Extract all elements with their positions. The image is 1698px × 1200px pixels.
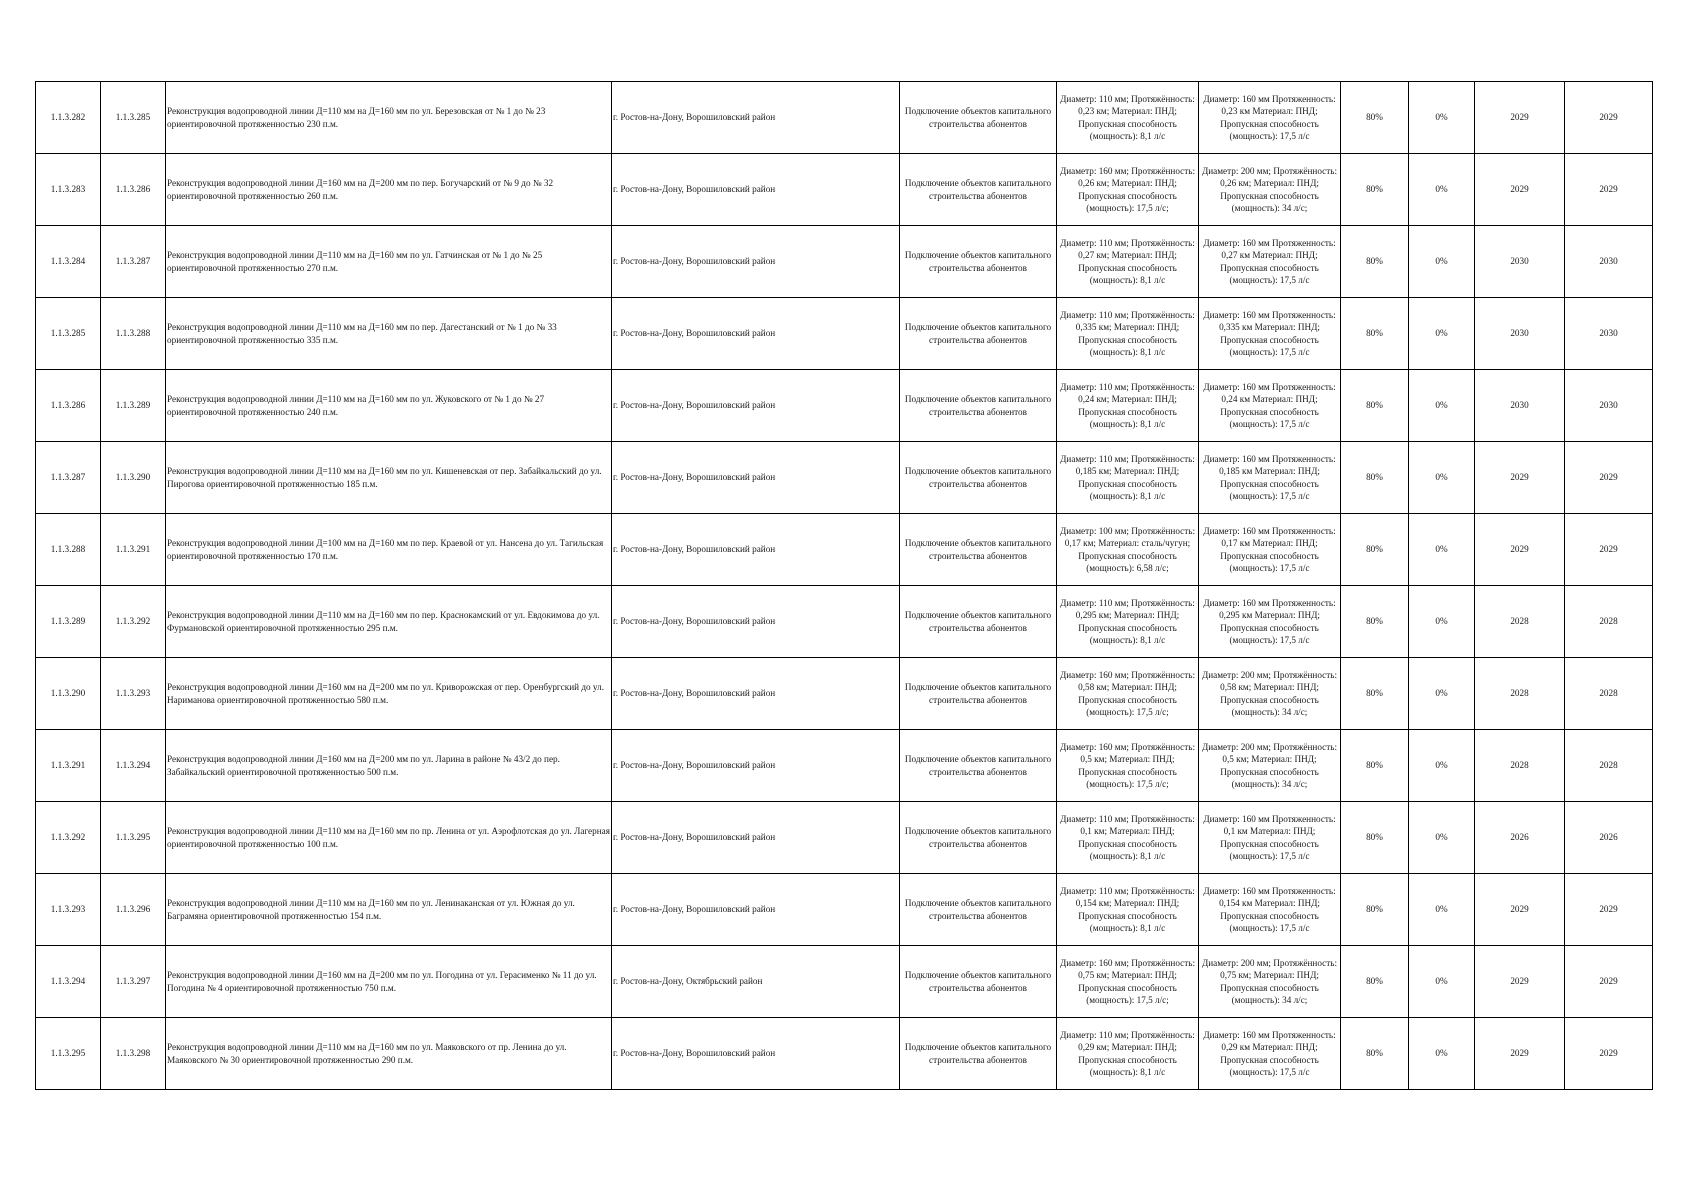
start-year-cell: 2029 (1475, 442, 1565, 514)
percent-cell: 80% (1341, 802, 1409, 874)
table-row (36, 154, 1653, 226)
location-cell: г. Ростов-на-Дону, Ворошиловский район (612, 82, 900, 154)
parameters-after-cell: Диаметр: 200 мм; Протяжённость: 0,26 км; Материал: ПНД; Пропускная способность (мощность): 34 л/с; (1199, 154, 1341, 226)
end-year-cell: 2029 (1565, 154, 1653, 226)
table-row (36, 298, 1653, 370)
project-description-cell: Реконструкция водопроводной линии Д=110 мм на Д=160 мм по пр. Ленина от ул. Аэрофлотская до ул. Лагерная ориентировочной протяженностью 100 п.м. (166, 802, 612, 874)
table-row (36, 1018, 1653, 1090)
location-cell: г. Ростов-на-Дону, Ворошиловский район (612, 442, 900, 514)
row-number-cell: 1.1.3.293 (36, 874, 101, 946)
end-year-cell: 2030 (1565, 370, 1653, 442)
percent-cell: 0% (1409, 586, 1475, 658)
start-year-cell: 2028 (1475, 658, 1565, 730)
end-year-cell: 2029 (1565, 82, 1653, 154)
parameters-before-cell: Диаметр: 110 мм; Протяжённость: 0,23 км; Материал: ПНД; Пропускная способность (мощность): 8,1 л/с (1057, 82, 1199, 154)
table-row (36, 874, 1653, 946)
parameters-before-cell: Диаметр: 110 мм; Протяжённость: 0,27 км; Материал: ПНД; Пропускная способность (мощность): 8,1 л/с (1057, 226, 1199, 298)
project-description-cell: Реконструкция водопроводной линии Д=110 мм на Д=160 мм по пер. Краснокамский от ул. Евдокимова до ул. Фурмановской ориентировочной протяженностью 295 п.м. (166, 586, 612, 658)
purpose-cell: Подключение объектов капитального строительства абонентов (900, 154, 1057, 226)
location-cell: г. Ростов-на-Дону, Ворошиловский район (612, 1018, 900, 1090)
parameters-after-cell: Диаметр: 160 мм Протяженность: 0,24 км Материал: ПНД; Пропускная способность (мощность): 17,5 л/с (1199, 370, 1341, 442)
project-description-cell: Реконструкция водопроводной линии Д=160 мм на Д=200 мм по пер. Богучарский от № 9 до № 32 ориентировочной протяженностью 260 п.м. (166, 154, 612, 226)
project-description-cell: Реконструкция водопроводной линии Д=110 мм на Д=160 мм по ул. Маяковского от пр. Ленина до ул. Маяковского № 30 ориентировочной протяженностью 290 п.м. (166, 1018, 612, 1090)
row-number-cell: 1.1.3.290 (36, 658, 101, 730)
project-code-cell: 1.1.3.292 (101, 586, 166, 658)
percent-cell: 80% (1341, 370, 1409, 442)
location-cell: г. Ростов-на-Дону, Ворошиловский район (612, 802, 900, 874)
location-cell: г. Ростов-на-Дону, Ворошиловский район (612, 514, 900, 586)
parameters-before-cell: Диаметр: 110 мм; Протяжённость: 0,295 км; Материал: ПНД; Пропускная способность (мощность): 8,1 л/с (1057, 586, 1199, 658)
end-year-cell: 2029 (1565, 1018, 1653, 1090)
end-year-cell: 2028 (1565, 730, 1653, 802)
purpose-cell: Подключение объектов капитального строительства абонентов (900, 298, 1057, 370)
parameters-before-cell: Диаметр: 110 мм; Протяжённость: 0,29 км; Материал: ПНД; Пропускная способность (мощность): 8,1 л/с (1057, 1018, 1199, 1090)
parameters-before-cell: Диаметр: 110 мм; Протяжённость: 0,24 км; Материал: ПНД; Пропускная способность (мощность): 8,1 л/с (1057, 370, 1199, 442)
percent-cell: 80% (1341, 154, 1409, 226)
table-row (36, 658, 1653, 730)
project-description-cell: Реконструкция водопроводной линии Д=110 мм на Д=160 мм по ул. Кишеневская от пер. Забайкальский до ул. Пирогова ориентировочной протяженностью 185 п.м. (166, 442, 612, 514)
location-cell: г. Ростов-на-Дону, Октябрьский район (612, 946, 900, 1018)
parameters-after-cell: Диаметр: 160 мм Протяженность: 0,295 км Материал: ПНД; Пропускная способность (мощность): 17,5 л/с (1199, 586, 1341, 658)
end-year-cell: 2030 (1565, 298, 1653, 370)
project-code-cell: 1.1.3.291 (101, 514, 166, 586)
parameters-before-cell: Диаметр: 110 мм; Протяжённость: 0,335 км; Материал: ПНД; Пропускная способность (мощность): 8,1 л/с (1057, 298, 1199, 370)
start-year-cell: 2029 (1475, 1018, 1565, 1090)
end-year-cell: 2029 (1565, 874, 1653, 946)
project-code-cell: 1.1.3.294 (101, 730, 166, 802)
percent-cell: 0% (1409, 1018, 1475, 1090)
purpose-cell: Подключение объектов капитального строительства абонентов (900, 874, 1057, 946)
location-cell: г. Ростов-на-Дону, Ворошиловский район (612, 298, 900, 370)
location-cell: г. Ростов-на-Дону, Ворошиловский район (612, 658, 900, 730)
table-row (36, 802, 1653, 874)
parameters-before-cell: Диаметр: 100 мм; Протяжённость: 0,17 км; Материал: сталь/чугун; Пропускная способность (мощность): 6,58 л/с; (1057, 514, 1199, 586)
project-code-cell: 1.1.3.298 (101, 1018, 166, 1090)
row-number-cell: 1.1.3.283 (36, 154, 101, 226)
percent-cell: 0% (1409, 226, 1475, 298)
project-code-cell: 1.1.3.289 (101, 370, 166, 442)
start-year-cell: 2029 (1475, 514, 1565, 586)
table-row (36, 442, 1653, 514)
parameters-before-cell: Диаметр: 160 мм; Протяжённость: 0,5 км; Материал: ПНД; Пропускная способность (мощность): 17,5 л/с; (1057, 730, 1199, 802)
investment-program-table (35, 81, 1653, 1090)
end-year-cell: 2026 (1565, 802, 1653, 874)
project-code-cell: 1.1.3.293 (101, 658, 166, 730)
parameters-after-cell: Диаметр: 160 мм Протяженность: 0,1 км Материал: ПНД; Пропускная способность (мощность): 17,5 л/с (1199, 802, 1341, 874)
parameters-after-cell: Диаметр: 160 мм Протяженность: 0,185 км Материал: ПНД; Пропускная способность (мощность): 17,5 л/с (1199, 442, 1341, 514)
start-year-cell: 2029 (1475, 946, 1565, 1018)
end-year-cell: 2028 (1565, 586, 1653, 658)
purpose-cell: Подключение объектов капитального строительства абонентов (900, 658, 1057, 730)
end-year-cell: 2029 (1565, 946, 1653, 1018)
start-year-cell: 2028 (1475, 586, 1565, 658)
project-description-cell: Реконструкция водопроводной линии Д=110 мм на Д=160 мм по ул. Березовская от № 1 до № 23 ориентировочной протяженностью 230 п.м. (166, 82, 612, 154)
location-cell: г. Ростов-на-Дону, Ворошиловский район (612, 154, 900, 226)
percent-cell: 0% (1409, 874, 1475, 946)
start-year-cell: 2029 (1475, 82, 1565, 154)
parameters-after-cell: Диаметр: 160 мм Протяженность: 0,335 км Материал: ПНД; Пропускная способность (мощность): 17,5 л/с (1199, 298, 1341, 370)
percent-cell: 0% (1409, 82, 1475, 154)
row-number-cell: 1.1.3.289 (36, 586, 101, 658)
percent-cell: 0% (1409, 514, 1475, 586)
project-description-cell: Реконструкция водопроводной линии Д=160 мм на Д=200 мм по ул. Погодина от ул. Герасименко № 11 до ул. Погодина № 4 ориентировочной протяженностью 750 п.м. (166, 946, 612, 1018)
percent-cell: 80% (1341, 298, 1409, 370)
percent-cell: 80% (1341, 226, 1409, 298)
parameters-after-cell: Диаметр: 160 мм Протяженность: 0,154 км Материал: ПНД; Пропускная способность (мощность): 17,5 л/с (1199, 874, 1341, 946)
table-row (36, 946, 1653, 1018)
parameters-after-cell: Диаметр: 160 мм Протяженность: 0,23 км Материал: ПНД; Пропускная способность (мощность): 17,5 л/с (1199, 82, 1341, 154)
percent-cell: 0% (1409, 442, 1475, 514)
purpose-cell: Подключение объектов капитального строительства абонентов (900, 586, 1057, 658)
row-number-cell: 1.1.3.282 (36, 82, 101, 154)
percent-cell: 80% (1341, 442, 1409, 514)
row-number-cell: 1.1.3.285 (36, 298, 101, 370)
end-year-cell: 2029 (1565, 514, 1653, 586)
parameters-before-cell: Диаметр: 160 мм; Протяжённость: 0,26 км; Материал: ПНД; Пропускная способность (мощность): 17,5 л/с; (1057, 154, 1199, 226)
table-row (36, 370, 1653, 442)
percent-cell: 0% (1409, 154, 1475, 226)
percent-cell: 0% (1409, 730, 1475, 802)
table-row (36, 586, 1653, 658)
percent-cell: 80% (1341, 586, 1409, 658)
purpose-cell: Подключение объектов капитального строительства абонентов (900, 946, 1057, 1018)
location-cell: г. Ростов-на-Дону, Ворошиловский район (612, 226, 900, 298)
project-code-cell: 1.1.3.296 (101, 874, 166, 946)
percent-cell: 80% (1341, 1018, 1409, 1090)
table-row (36, 226, 1653, 298)
parameters-after-cell: Диаметр: 200 мм; Протяжённость: 0,5 км; Материал: ПНД; Пропускная способность (мощность): 34 л/с; (1199, 730, 1341, 802)
row-number-cell: 1.1.3.287 (36, 442, 101, 514)
start-year-cell: 2030 (1475, 298, 1565, 370)
percent-cell: 80% (1341, 514, 1409, 586)
location-cell: г. Ростов-на-Дону, Ворошиловский район (612, 586, 900, 658)
parameters-after-cell: Диаметр: 160 мм Протяженность: 0,17 км Материал: ПНД; Пропускная способность (мощность): 17,5 л/с (1199, 514, 1341, 586)
table-row (36, 730, 1653, 802)
row-number-cell: 1.1.3.291 (36, 730, 101, 802)
percent-cell: 0% (1409, 802, 1475, 874)
parameters-after-cell: Диаметр: 160 мм Протяженность: 0,27 км Материал: ПНД; Пропускная способность (мощность): 17,5 л/с (1199, 226, 1341, 298)
project-code-cell: 1.1.3.290 (101, 442, 166, 514)
percent-cell: 80% (1341, 730, 1409, 802)
end-year-cell: 2029 (1565, 442, 1653, 514)
parameters-before-cell: Диаметр: 110 мм; Протяжённость: 0,185 км; Материал: ПНД; Пропускная способность (мощность): 8,1 л/с (1057, 442, 1199, 514)
purpose-cell: Подключение объектов капитального строительства абонентов (900, 514, 1057, 586)
row-number-cell: 1.1.3.288 (36, 514, 101, 586)
percent-cell: 80% (1341, 874, 1409, 946)
project-code-cell: 1.1.3.295 (101, 802, 166, 874)
table-row (36, 82, 1653, 154)
percent-cell: 0% (1409, 370, 1475, 442)
purpose-cell: Подключение объектов капитального строительства абонентов (900, 442, 1057, 514)
end-year-cell: 2030 (1565, 226, 1653, 298)
project-description-cell: Реконструкция водопроводной линии Д=110 мм на Д=160 мм по пер. Дагестанский от № 1 до № 33 ориентировочной протяженностью 335 п.м. (166, 298, 612, 370)
project-code-cell: 1.1.3.287 (101, 226, 166, 298)
table-body (36, 82, 1653, 1090)
parameters-after-cell: Диаметр: 200 мм; Протяжённость: 0,58 км; Материал: ПНД; Пропускная способность (мощность): 34 л/с; (1199, 658, 1341, 730)
parameters-before-cell: Диаметр: 160 мм; Протяжённость: 0,58 км; Материал: ПНД; Пропускная способность (мощность): 17,5 л/с; (1057, 658, 1199, 730)
percent-cell: 0% (1409, 298, 1475, 370)
purpose-cell: Подключение объектов капитального строительства абонентов (900, 226, 1057, 298)
parameters-before-cell: Диаметр: 160 мм; Протяжённость: 0,75 км; Материал: ПНД; Пропускная способность (мощность): 17,5 л/с; (1057, 946, 1199, 1018)
start-year-cell: 2028 (1475, 730, 1565, 802)
purpose-cell: Подключение объектов капитального строительства абонентов (900, 82, 1057, 154)
project-description-cell: Реконструкция водопроводной линии Д=110 мм на Д=160 мм по ул. Ленинаканская от ул. Южная до ул. Баграмяна ориентировочной протяженностью 154 п.м. (166, 874, 612, 946)
table-row (36, 514, 1653, 586)
location-cell: г. Ростов-на-Дону, Ворошиловский район (612, 730, 900, 802)
parameters-after-cell: Диаметр: 160 мм Протяженность: 0,29 км Материал: ПНД; Пропускная способность (мощность): 17,5 л/с (1199, 1018, 1341, 1090)
start-year-cell: 2030 (1475, 370, 1565, 442)
project-code-cell: 1.1.3.288 (101, 298, 166, 370)
project-description-cell: Реконструкция водопроводной линии Д=100 мм на Д=160 мм по пер. Краевой от ул. Нансена до ул. Тагильская ориентировочной протяженностью 170 п.м. (166, 514, 612, 586)
parameters-before-cell: Диаметр: 110 мм; Протяжённость: 0,1 км; Материал: ПНД; Пропускная способность (мощность): 8,1 л/с (1057, 802, 1199, 874)
purpose-cell: Подключение объектов капитального строительства абонентов (900, 730, 1057, 802)
start-year-cell: 2029 (1475, 874, 1565, 946)
location-cell: г. Ростов-на-Дону, Ворошиловский район (612, 874, 900, 946)
row-number-cell: 1.1.3.295 (36, 1018, 101, 1090)
start-year-cell: 2029 (1475, 154, 1565, 226)
start-year-cell: 2026 (1475, 802, 1565, 874)
percent-cell: 0% (1409, 658, 1475, 730)
purpose-cell: Подключение объектов капитального строительства абонентов (900, 802, 1057, 874)
location-cell: г. Ростов-на-Дону, Ворошиловский район (612, 370, 900, 442)
row-number-cell: 1.1.3.286 (36, 370, 101, 442)
project-description-cell: Реконструкция водопроводной линии Д=110 мм на Д=160 мм по ул. Гатчинская от № 1 до № 25 ориентировочной протяженностью 270 п.м. (166, 226, 612, 298)
parameters-after-cell: Диаметр: 200 мм; Протяжённость: 0,75 км; Материал: ПНД; Пропускная способность (мощность): 34 л/с; (1199, 946, 1341, 1018)
project-description-cell: Реконструкция водопроводной линии Д=110 мм на Д=160 мм по ул. Жуковского от № 1 до № 27 ориентировочной протяженностью 240 п.м. (166, 370, 612, 442)
percent-cell: 80% (1341, 946, 1409, 1018)
purpose-cell: Подключение объектов капитального строительства абонентов (900, 370, 1057, 442)
start-year-cell: 2030 (1475, 226, 1565, 298)
row-number-cell: 1.1.3.294 (36, 946, 101, 1018)
project-description-cell: Реконструкция водопроводной линии Д=160 мм на Д=200 мм по ул. Криворожская от пер. Оренбургский до ул. Нариманова ориентировочной протяженностью 580 п.м. (166, 658, 612, 730)
percent-cell: 80% (1341, 82, 1409, 154)
project-code-cell: 1.1.3.286 (101, 154, 166, 226)
parameters-before-cell: Диаметр: 110 мм; Протяжённость: 0,154 км; Материал: ПНД; Пропускная способность (мощность): 8,1 л/с (1057, 874, 1199, 946)
end-year-cell: 2028 (1565, 658, 1653, 730)
project-description-cell: Реконструкция водопроводной линии Д=160 мм на Д=200 мм по ул. Ларина в районе № 43/2 до пер. Забайкальский ориентировочной протяженностью 500 п.м. (166, 730, 612, 802)
project-code-cell: 1.1.3.297 (101, 946, 166, 1018)
percent-cell: 0% (1409, 946, 1475, 1018)
row-number-cell: 1.1.3.284 (36, 226, 101, 298)
row-number-cell: 1.1.3.292 (36, 802, 101, 874)
purpose-cell: Подключение объектов капитального строительства абонентов (900, 1018, 1057, 1090)
project-code-cell: 1.1.3.285 (101, 82, 166, 154)
percent-cell: 80% (1341, 658, 1409, 730)
